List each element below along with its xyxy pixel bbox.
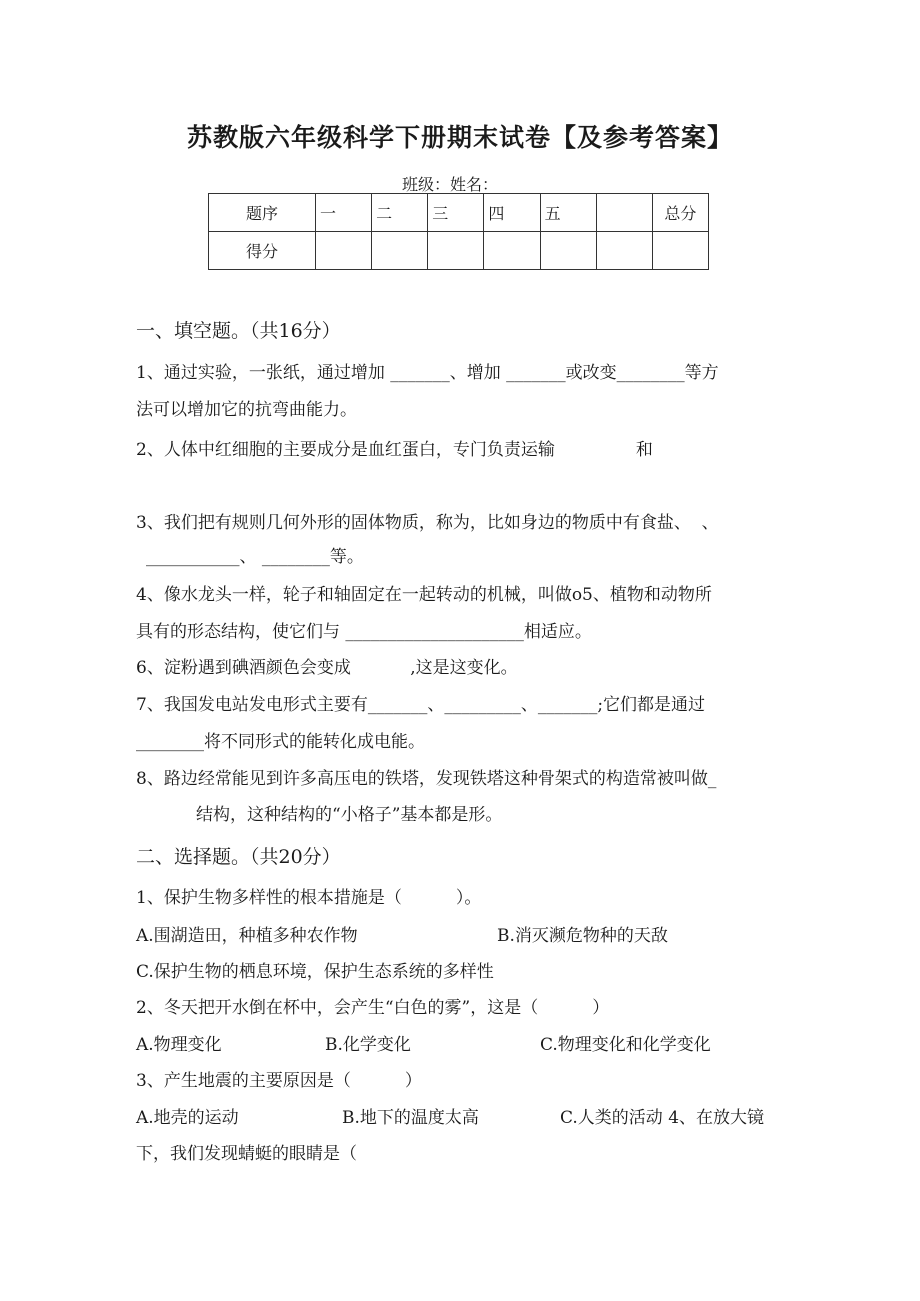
q3-option-c: C.人类的活动 4、在放大镜 — [560, 1108, 765, 1128]
fill-line: 1、通过实验，一张纸，通过增加 _______、增加 _______或改变________等方 — [136, 363, 719, 383]
fill-line: 6、淀粉遇到碘酒颜色会变成 ,这是这变化。 — [136, 658, 518, 678]
question-2: 2、冬天把开水倒在杯中，会产生“白色的雾”，这是（ ） — [136, 998, 610, 1018]
score-header-cell: 五 — [540, 194, 596, 232]
class-name-line: 班级：姓名： — [402, 175, 499, 194]
fill-line: 法可以增加它的抗弯曲能力。 — [136, 400, 357, 420]
score-cell — [372, 232, 428, 270]
score-cell — [596, 232, 652, 270]
score-header-cell — [596, 194, 652, 232]
q1-option-b: B.消灭濒危物种的天敌 — [497, 926, 668, 946]
fill-line: 具有的形态结构，使它们与 _____________________相适应。 — [136, 622, 592, 642]
fill-line: 7、我国发电站发电形式主要有_______、_________、_______;它们都是通过 — [136, 695, 706, 715]
score-table-score-row — [209, 232, 709, 270]
score-header-cell: 题序 — [209, 194, 316, 232]
score-header-cell: 总分 — [652, 194, 708, 232]
section2-heading: 二、选择题。（共20分） — [136, 846, 341, 868]
fill-line: 2、人体中红细胞的主要成分是血红蛋白，专门负责运输 和 — [136, 440, 653, 460]
q2-option-a: A.物理变化 — [136, 1035, 222, 1055]
q2-option-c: C.物理变化和化学变化 — [540, 1035, 711, 1055]
q2-option-b: B.化学变化 — [325, 1035, 411, 1055]
score-cell — [652, 232, 708, 270]
score-cell — [428, 232, 484, 270]
fill-line: 8、路边经常能见到许多高压电的铁塔，发现铁塔这种骨架式的构造常被叫做_ — [136, 769, 717, 789]
fill-line: 3、我们把有规则几何外形的固体物质，称为，比如身边的物质中有食盐、 、 — [136, 513, 719, 533]
score-header-cell: 三 — [428, 194, 484, 232]
question-4: 下，我们发现蜻蜓的眼睛是（ — [136, 1144, 357, 1164]
score-header-cell: 四 — [484, 194, 540, 232]
q1-option-c: C.保护生物的栖息环境，保护生态系统的多样性 — [136, 962, 494, 982]
score-cell — [484, 232, 540, 270]
q1-option-a: A.围湖造田，种植多种农作物 — [136, 926, 358, 946]
page-title: 苏教版六年级科学下册期末试卷【及参考答案】 — [186, 123, 733, 152]
fill-line: 结构，这种结构的“小格子”基本都是形。 — [196, 805, 503, 825]
q3-option-b: B.地下的温度太高 — [342, 1108, 479, 1128]
fill-line: ________将不同形式的能转化成电能。 — [136, 732, 425, 752]
score-cell — [540, 232, 596, 270]
fill-line: ___________、 ________等。 — [146, 547, 364, 567]
score-header-cell: 二 — [372, 194, 428, 232]
score-table — [208, 193, 709, 270]
section1-heading: 一、填空题。（共16分） — [136, 320, 341, 342]
score-cell — [316, 232, 372, 270]
score-table-header-row — [209, 194, 709, 232]
score-header-cell: 一 — [316, 194, 372, 232]
question-3: 3、产生地震的主要原因是（ ） — [136, 1071, 422, 1091]
q3-option-a: A.地壳的运动 — [136, 1108, 239, 1128]
question-1: 1、保护生物多样性的根本措施是（ ）。 — [136, 888, 482, 908]
fill-line: 4、像水龙头一样，轮子和轴固定在一起转动的机械，叫做o5、植物和动物所 — [136, 585, 712, 605]
score-row-label: 得分 — [209, 232, 316, 270]
